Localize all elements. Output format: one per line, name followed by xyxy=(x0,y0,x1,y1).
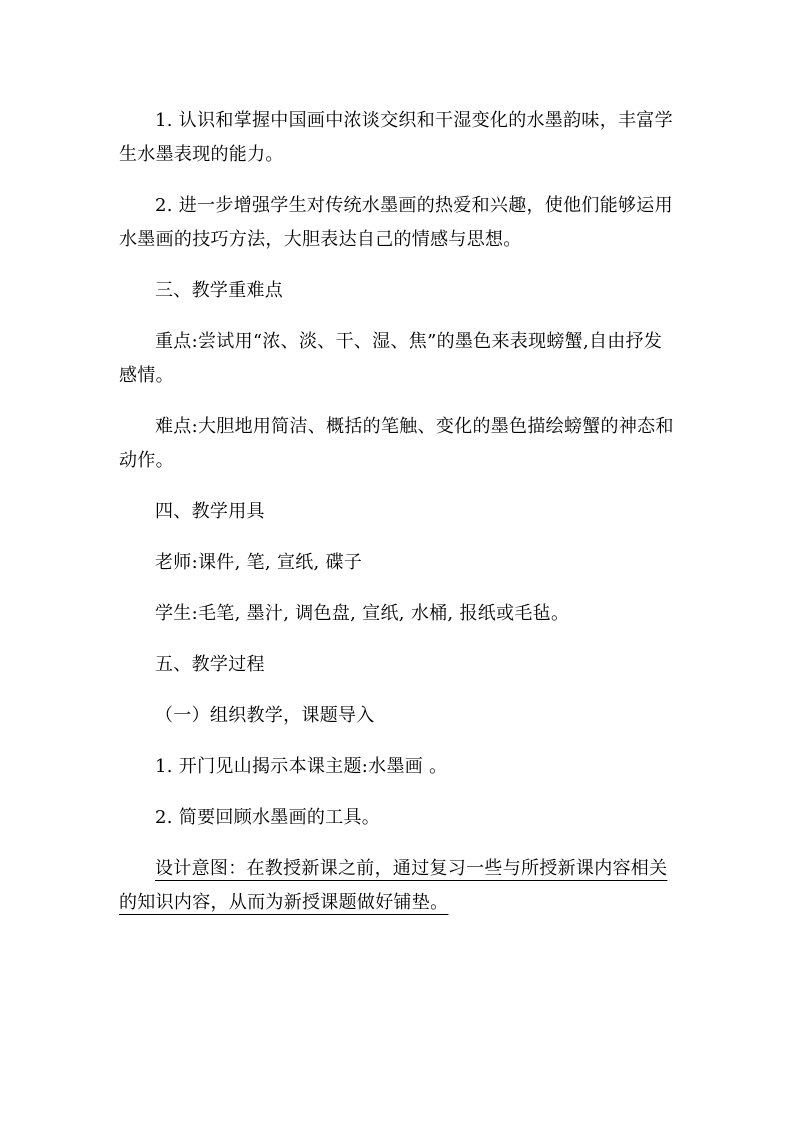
student-tools: 学生:毛笔, 墨汁, 调色盘, 宣纸, 水桶, 报纸或毛毡。 xyxy=(155,603,570,624)
section-heading-key-points: 三、教学重难点 xyxy=(155,280,284,301)
objective-1: 1. 认识和掌握中国画中浓谈交织和干湿变化的水墨韵味，丰富学生水墨表现的能力。 xyxy=(119,110,673,165)
teacher-tools: 老师:课件, 笔, 宣纸, 碟子 xyxy=(155,552,363,573)
objective-2: 2. 进一步增强学生对传统水墨画的热爱和兴趣，使他们能够运用水墨画的技巧方法，大胆表达自己的情感与思想。 xyxy=(119,195,673,250)
section-heading-teaching-process: 五、教学过程 xyxy=(155,654,265,675)
document-body xyxy=(119,104,679,937)
subsection-heading-introduction: （一）组织教学，课题导入 xyxy=(155,705,375,726)
process-step-2: 2. 简要回顾水墨画的工具。 xyxy=(155,807,381,828)
key-point: 重点:尝试用“浓、淡、干、湿、焦”的墨色来表现螃蟹,自由抒发感情。 xyxy=(119,331,663,386)
design-intent: 设计意图：在教授新课之前，通过复习一些与所授新课内容相关的知识内容，从而为新授课题做好铺垫。 xyxy=(119,858,668,913)
process-step-1: 1. 开门见山揭示本课主题:水墨画 。 xyxy=(155,756,448,777)
difficult-point: 难点:大胆地用简洁、概括的笔触、变化的墨色描绘螃蟹的神态和动作。 xyxy=(119,416,674,471)
section-heading-teaching-tools: 四、教学用具 xyxy=(155,501,265,522)
